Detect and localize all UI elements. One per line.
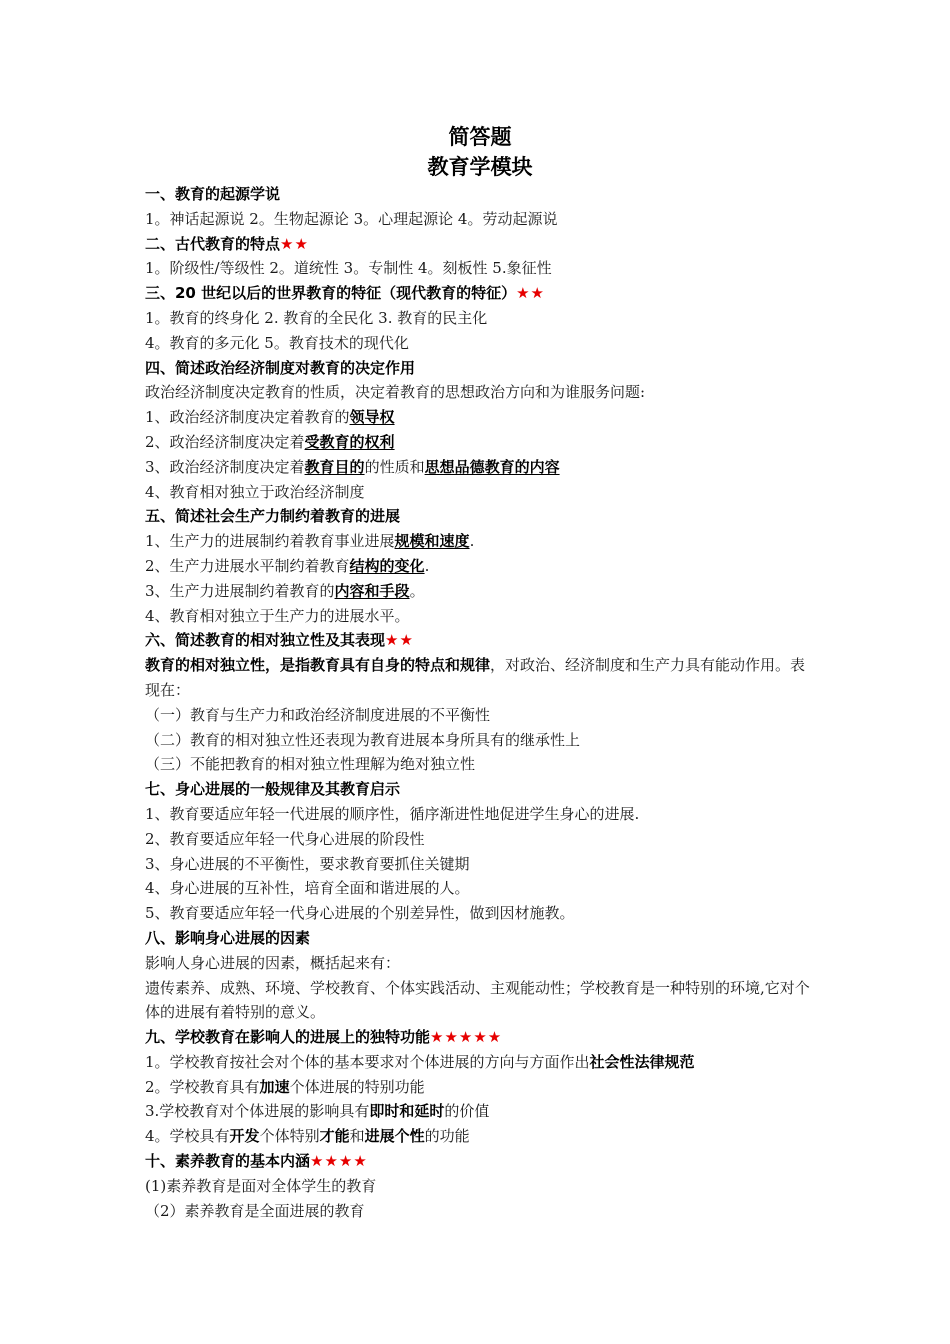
section-heading-3 <box>145 281 815 306</box>
section-heading-1 <box>145 182 815 207</box>
importance-stars: ★★★★ <box>310 1152 368 1171</box>
emphasis-text: 规模和速度 <box>394 532 470 551</box>
section-10-item-1: (1)素养教育是面对全体学生的教育 <box>145 1176 377 1195</box>
section-6-item-2: （二）教育的相对独立性还表现为教育进展本身所具有的继承性上 <box>145 730 581 749</box>
item-text: 1、政治经济制度决定着教育的 <box>145 408 350 427</box>
item-text: 的价值 <box>444 1102 490 1121</box>
item-text: 1、生产力的进展制约着教育事业进展 <box>145 532 395 551</box>
emphasis-text: 开发 <box>229 1127 260 1146</box>
emphasis-text: 受教育的权利 <box>304 432 395 451</box>
section-7-item-1: 1、教育要适应年轻一代进展的顺序性，循序渐进性地促进学生身心的进展. <box>145 804 640 823</box>
paragraph-text: ，对政治、经济制度和生产力具有能动作用。表现在： <box>145 656 806 699</box>
section-2-line: 1。阶级性/等级性 2。道统性 3。专制性 4。刻板性 5.象征性 <box>145 259 552 278</box>
section-4-item-2 <box>145 430 815 455</box>
item-text: 。 <box>409 581 425 600</box>
section-1-line: 1。神话起源说 2。生物起源论 3。心理起源论 4。劳动起源说 <box>145 209 558 228</box>
section-9-item-2 <box>145 1075 815 1100</box>
importance-stars: ★★★★★ <box>430 1028 503 1047</box>
section-7-item-3: 3、身心进展的不平衡性，要求教育要抓住关键期 <box>145 854 470 873</box>
section-heading-7 <box>145 777 815 802</box>
section-4-item-3 <box>145 455 815 480</box>
item-text: 3、政治经济制度决定着 <box>145 457 305 476</box>
section-5-item-3 <box>145 579 815 604</box>
item-text: . <box>469 532 475 551</box>
section-7-item-4: 4、身心进展的互补性，培育全面和谐进展的人。 <box>145 879 470 898</box>
heading-text: 十、素养教育的基本内涵 <box>145 1152 311 1171</box>
heading-text: 八、影响身心进展的因素 <box>145 928 311 947</box>
section-heading-2 <box>145 232 815 257</box>
section-7-item-5: 5、教育要适应年轻一代身心进展的个别差异性，做到因材施教。 <box>145 904 575 923</box>
section-5-item-2 <box>145 554 815 579</box>
section-9-item-1 <box>145 1050 815 1075</box>
section-4-intro: 政治经济制度决定教育的性质，决定着教育的思想政治方向和为谁服务问题: <box>145 383 646 402</box>
section-8-line-1: 影响人身心进展的因素，概括起来有： <box>145 953 401 972</box>
heading-text: 九、学校教育在影响人的进展上的独特功能 <box>145 1028 431 1047</box>
emphasis-text: 思想品德教育的内容 <box>424 457 560 476</box>
item-text: 2。学校教育具有 <box>145 1077 260 1096</box>
item-text: 2、生产力进展水平制约着教育 <box>145 556 350 575</box>
section-4-item-4: 4、教育相对独立于政治经济制度 <box>145 482 365 501</box>
section-9-item-3 <box>145 1099 815 1124</box>
heading-text: 四、简述政治经济制度对教育的决定作用 <box>145 358 416 377</box>
emphasis-text: 结构的变化 <box>349 556 425 575</box>
emphasis-text: 加速 <box>259 1077 290 1096</box>
item-text: 3.学校教育对个体进展的影响具有 <box>145 1102 370 1121</box>
section-6-item-1: （一）教育与生产力和政治经济制度进展的不平衡性 <box>145 705 491 724</box>
importance-stars: ★★ <box>280 234 309 253</box>
item-text: . <box>424 556 430 575</box>
item-text: 3、生产力进展制约着教育的 <box>145 581 335 600</box>
section-10-item-2: （2）素养教育是全面进展的教育 <box>145 1201 365 1220</box>
section-heading-5 <box>145 504 815 529</box>
emphasis-text: 进展个性 <box>364 1127 425 1146</box>
heading-text: 一、教育的起源学说 <box>145 185 281 203</box>
heading-text: 二、古代教育的特点 <box>145 234 281 253</box>
document-page <box>145 122 815 1223</box>
heading-text: 六、简述教育的相对独立性及其表现 <box>145 631 386 650</box>
section-heading-6 <box>145 628 815 653</box>
importance-stars: ★★ <box>516 284 546 303</box>
emphasis-text: 才能 <box>319 1127 350 1146</box>
emphasis-text: 社会性法律规范 <box>589 1052 695 1071</box>
heading-text: 三、20 世纪以后的世界教育的特征（现代教育的特征） <box>145 284 517 303</box>
section-5-item-1 <box>145 529 815 554</box>
item-text: 和 <box>349 1127 365 1146</box>
emphasis-text: 教育目的 <box>304 457 365 476</box>
item-text: 的功能 <box>424 1127 470 1146</box>
section-4-item-1 <box>145 405 815 430</box>
section-heading-9 <box>145 1025 815 1050</box>
importance-stars: ★★ <box>385 631 414 650</box>
section-6-item-3: （三）不能把教育的相对独立性理解为绝对独立性 <box>145 755 476 774</box>
heading-text: 七、身心进展的一般规律及其教育启示 <box>145 780 401 799</box>
emphasis-text: 领导权 <box>349 408 395 427</box>
emphasis-text: 内容和手段 <box>334 581 410 600</box>
section-heading-4 <box>145 356 815 381</box>
section-3-line-2: 4。教育的多元化 5。教育技术的现代化 <box>145 333 409 352</box>
section-5-item-4: 4、教育相对独立于生产力的进展水平。 <box>145 606 410 625</box>
item-text: 个体特别 <box>259 1127 320 1146</box>
document-title: 简答题 <box>448 125 512 149</box>
section-6-paragraph <box>145 653 815 703</box>
section-8-line-2: 遗传素养、成熟、环境、学校教育、个体实践活动、主观能动性；学校教育是一种特别的环境,它对个体的进展有着特别的意义。 <box>145 978 810 1022</box>
section-heading-10 <box>145 1149 815 1174</box>
item-text: 的性质和 <box>364 457 425 476</box>
item-text: 4。学校具有 <box>145 1127 230 1146</box>
heading-text: 五、简述社会生产力制约着教育的进展 <box>145 507 401 526</box>
section-heading-8 <box>145 926 815 951</box>
section-7-item-2: 2、教育要适应年轻一代身心进展的阶段性 <box>145 829 425 848</box>
item-text: 个体进展的特别功能 <box>289 1077 425 1096</box>
document-subtitle: 教育学模块 <box>427 155 533 179</box>
item-text: 1。学校教育按社会对个体的基本要求对个体进展的方向与方面作出 <box>145 1052 590 1071</box>
item-text: 2、政治经济制度决定着 <box>145 432 305 451</box>
section-9-item-4 <box>145 1124 815 1149</box>
emphasis-text: 即时和延时 <box>369 1102 445 1121</box>
definition-text: 教育的相对独立性，是指教育具有自身的特点和规律 <box>145 656 491 675</box>
section-3-line-1: 1。教育的终身化 2. 教育的全民化 3. 教育的民主化 <box>145 308 488 327</box>
